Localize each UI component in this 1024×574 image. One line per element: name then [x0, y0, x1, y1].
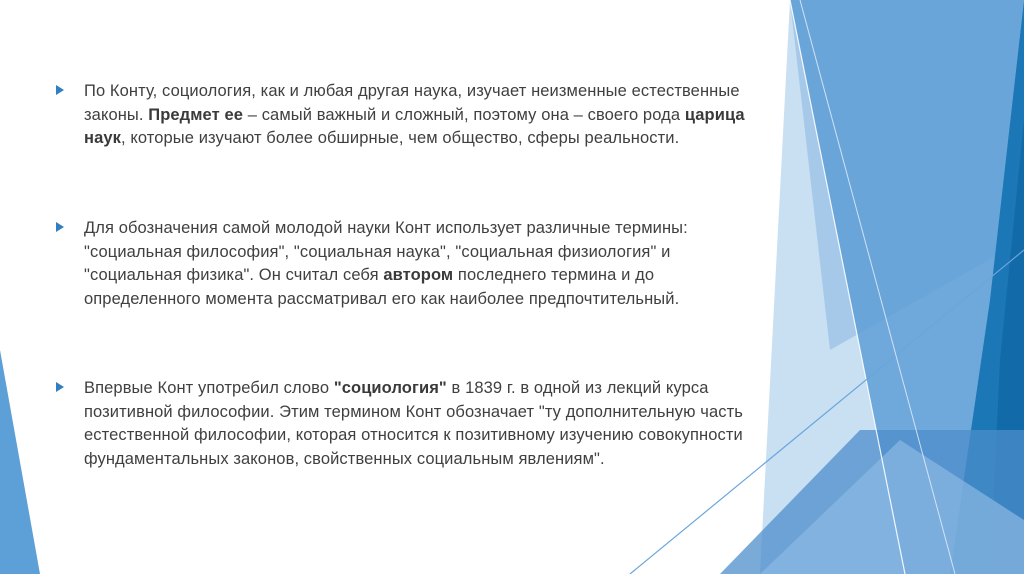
text-segment: По Конту, социология, как и любая другая наука, изучает неизменные естественные законы. — [84, 82, 740, 124]
text-segment: последнего термина и до определенного момента рассматривал его как наиболее предпочтительный. — [84, 266, 680, 308]
text-segment: Впервые Конт употребил слово — [84, 379, 334, 397]
bullet-arrow-icon — [56, 382, 64, 392]
bold-text-segment: "социология" — [333, 379, 447, 397]
bullet-text-1 — [84, 80, 756, 151]
bullet-text-2 — [84, 217, 756, 311]
text-segment: – самый важный и сложный, поэтому она – своего рода — [243, 105, 685, 124]
bullet-item-2 — [56, 217, 756, 311]
bullet-item-3 — [56, 377, 756, 471]
bullet-text-3 — [84, 377, 756, 471]
bullet-item-1 — [56, 80, 756, 151]
text-segment: в 1839 г. в одной из лекций курса позитивной философии. Этим термином Конт обозначает "ту дополнительную часть естественной философии, которая относится к позитивному изучению совокупности фундаментальных законов, свойственных социальным явлениям". — [84, 379, 743, 468]
bullet-arrow-icon — [56, 222, 64, 232]
bullet-arrow-icon — [56, 85, 64, 95]
bold-text-segment: автором — [383, 266, 454, 284]
text-segment: Для обозначения самой молодой науки Конт использует различные термины: "социальная философия", "социальная наука", "социальная физиология" и "социальная физика". Он считал себя — [84, 219, 688, 284]
bold-text-segment: царица наук — [84, 105, 745, 147]
left-decor-strip — [0, 350, 40, 574]
bold-text-segment: Предмет ее — [148, 105, 244, 124]
text-segment: , которые изучают более обширные, чем общество, сферы реальности. — [120, 129, 680, 147]
